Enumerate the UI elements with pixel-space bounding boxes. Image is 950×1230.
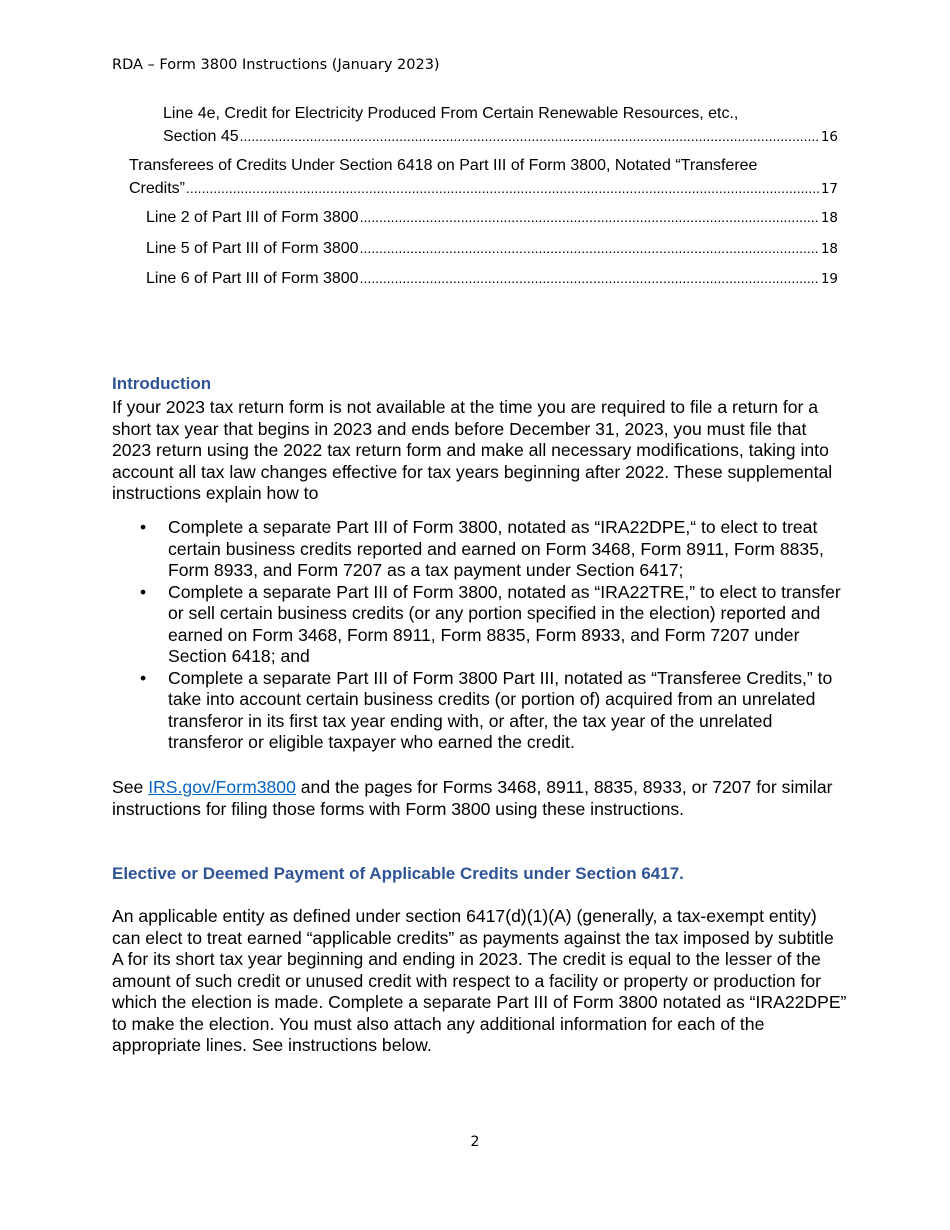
toc-leader-dots (240, 125, 819, 147)
see-prefix: See (112, 777, 149, 797)
toc-entry-line-5[interactable] (146, 237, 838, 260)
introduction-bullet-list (112, 517, 847, 754)
toc-entry-text: Line 5 of Part III of Form 3800 (146, 240, 359, 257)
toc-entry-text: Line 6 of Part III of Form 3800 (146, 270, 359, 287)
toc-entry-text-line2: Credits” (129, 180, 186, 197)
toc-entry-line-2[interactable] (146, 206, 838, 229)
toc-entry-text: Line 2 of Part III of Form 3800 (146, 209, 359, 226)
list-item (112, 582, 847, 668)
toc-leader-dots (360, 267, 819, 289)
document-header: RDA – Form 3800 Instructions (January 2023) (112, 57, 440, 73)
toc-entry-transferees[interactable] (129, 155, 838, 200)
see-suffix: and the pages for Forms 3468, 8911, 8835, 8933, or 7207 for similar instructions for filing those forms with Form 3800 using these instructions. (112, 777, 833, 819)
toc-leader-dots (360, 206, 819, 228)
list-item (112, 517, 847, 582)
toc-leader-dots (186, 177, 819, 199)
toc-page-number: 17 (820, 181, 838, 197)
bullet-mark: • (140, 581, 147, 602)
page-number: 2 (470, 1134, 480, 1150)
bullet-text: Complete a separate Part III of Form 3800, notated as “IRA22DPE,“ to elect to treat certain business credits reported and earned on Form 3468, Form 8911, Form 8835, Form 8933, and Form 7207 as a tax payment under Section 6417; (168, 517, 824, 580)
toc-page-number: 18 (820, 210, 838, 226)
section-6417-paragraph: An applicable entity as defined under section 6417(d)(1)(A) (generally, a tax-exempt entity) can elect to treat earned “applicable credits” as payments against the tax imposed by subtitle A for its short tax year beginning and ending in 2023. The credit is equal to the lesser of the amount of such credit or unused credit with respect to a facility or property or production for which the election is made. Complete a separate Part III of Form 3800 notated as “IRA22DPE” to make the election. You must also attach any additional information for each of the appropriate lines. See instructions below. (112, 906, 847, 1055)
toc-entry-text-line1: Line 4e, Credit for Electricity Produced From Certain Renewable Resources, etc., (163, 105, 739, 122)
introduction-paragraph: If your 2023 tax return form is not available at the time you are required to file a return for a short tax year that begins in 2023 and ends before December 31, 2023, you must file that 2023 return using the 2022 tax return form and make all necessary modifications, taking into account all tax law changes effective for tax years beginning after 2022. These supplemental instructions explain how to (112, 397, 833, 503)
bullet-mark: • (140, 517, 147, 537)
introduction-heading: Introduction (112, 374, 212, 393)
section-6417-heading: Elective or Deemed Payment of Applicable Credits under Section 6417. (112, 864, 684, 883)
bullet-text: Complete a separate Part III of Form 3800, notated as “IRA22TRE,” to elect to transfer or sell certain business credits (or any portion specified in the election) reported and earned on Form 3468, Form 8911, Form 8835, Form 8933, and Form 7207 under Section 6418; and (168, 581, 841, 666)
toc-entry-text-line2: Section 45 (163, 128, 239, 145)
toc-page-number: 16 (820, 129, 838, 145)
bullet-mark: • (140, 667, 147, 688)
list-item (112, 668, 847, 754)
toc-page-number: 18 (820, 241, 838, 257)
toc-entry-line-4e[interactable] (163, 103, 838, 148)
bullet-text: Complete a separate Part III of Form 3800 Part III, notated as “Transferee Credits,” to take into account certain business credits (or portion of) acquired from an unrelated transferor in its first tax year ending with, or after, the tax year of the unrelated transferor or eligible taxpayer who earned the credit. (168, 667, 833, 752)
see-paragraph (112, 777, 847, 820)
toc-entry-line-6[interactable] (146, 267, 838, 290)
toc-entry-text-line1: Transferees of Credits Under Section 6418 on Part III of Form 3800, Notated “Transferee (129, 157, 758, 174)
toc-leader-dots (360, 237, 819, 259)
toc-page-number: 19 (820, 271, 838, 287)
irs-form3800-link[interactable]: IRS.gov/Form3800 (148, 777, 296, 797)
